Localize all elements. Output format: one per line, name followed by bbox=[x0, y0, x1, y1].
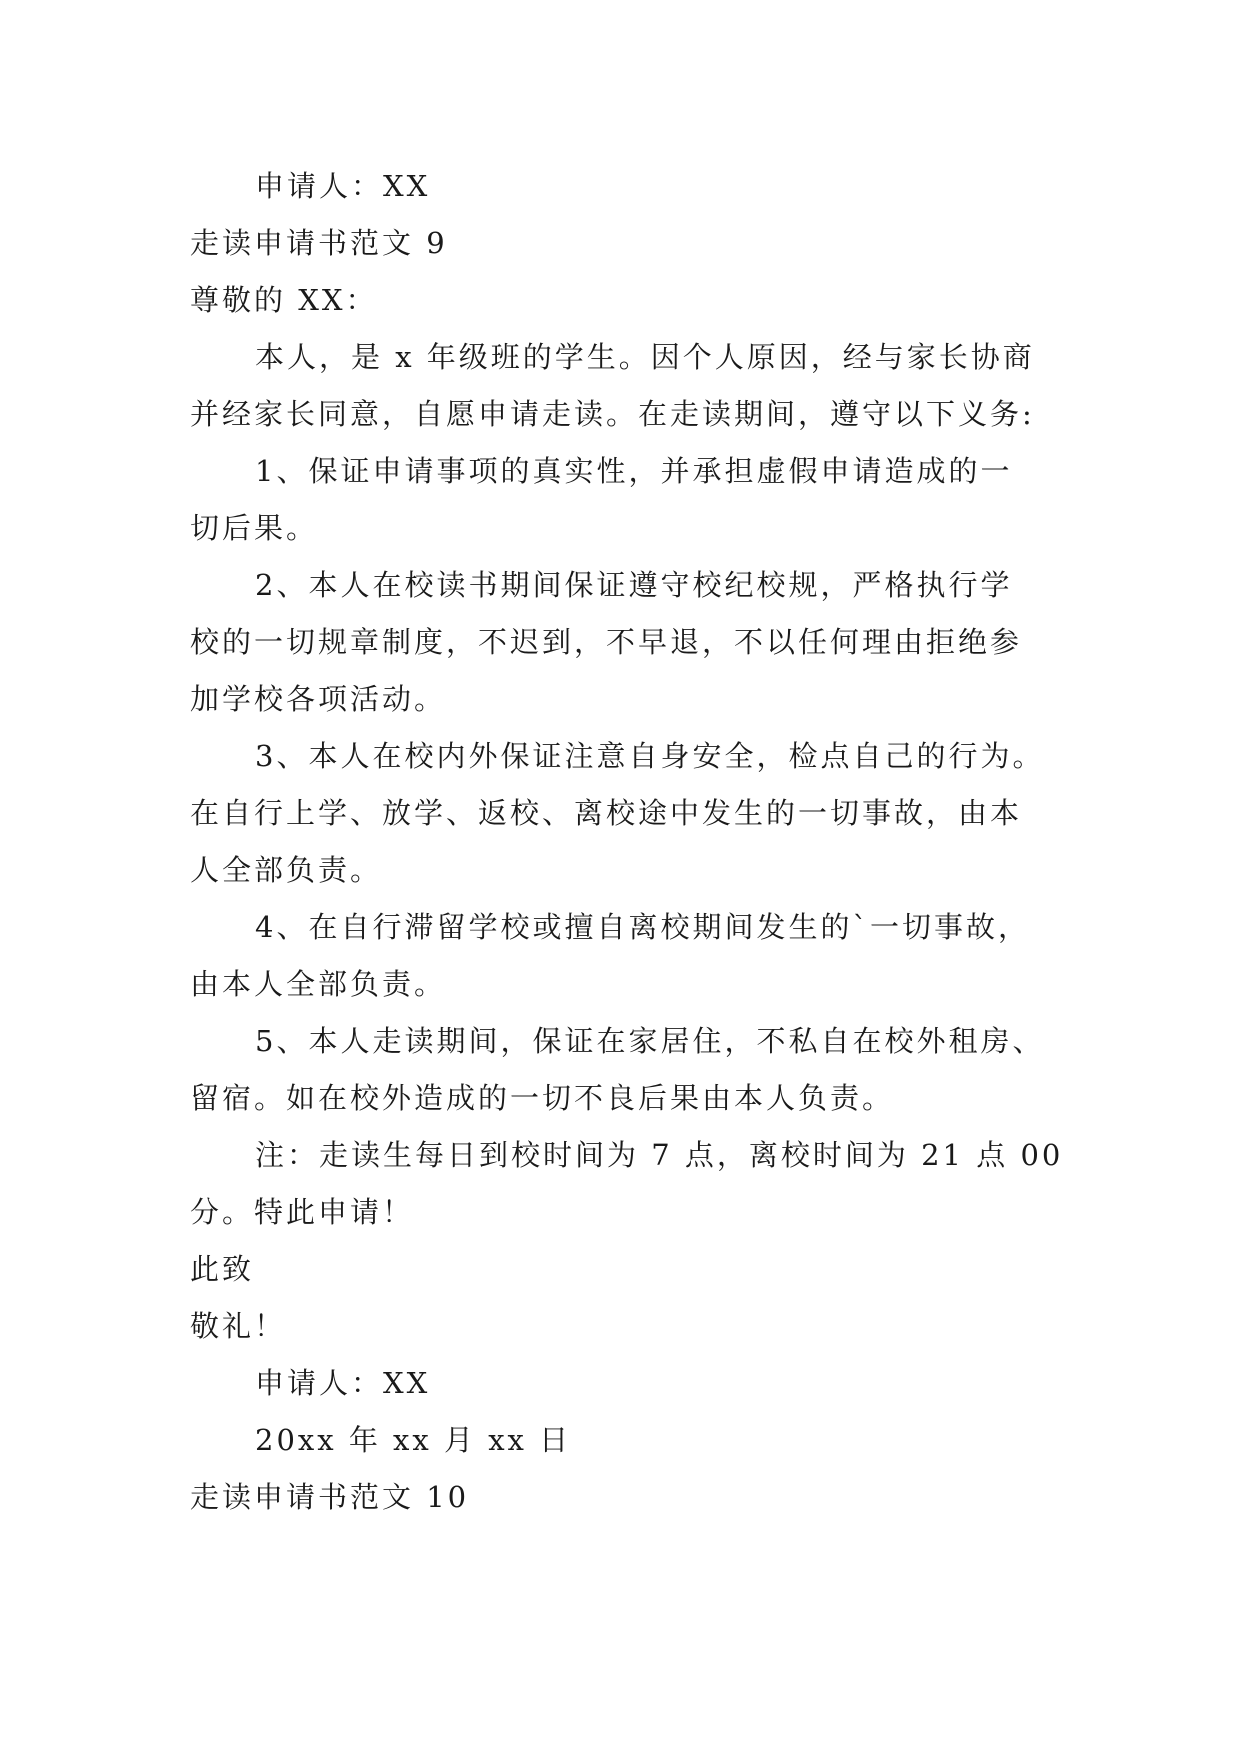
body-line: 4、在自行滞留学校或擅自离校期间发生的`一切事故， bbox=[255, 910, 1030, 944]
body-line: 切后果。 bbox=[190, 511, 319, 545]
body-line: 加学校各项活动。 bbox=[190, 682, 447, 716]
section-heading-9: 走读申请书范文 9 bbox=[190, 226, 448, 260]
body-line: 5、本人走读期间，保证在家居住，不私自在校外租房、 bbox=[255, 1024, 1045, 1058]
body-line: 人全部负责。 bbox=[190, 853, 383, 887]
closing-line: 敬礼！ bbox=[190, 1309, 287, 1343]
closing-line: 此致 bbox=[190, 1252, 255, 1286]
section-heading-10: 走读申请书范文 10 bbox=[190, 1480, 470, 1514]
body-line: 由本人全部负责。 bbox=[190, 967, 447, 1001]
date-line: 20xx 年 xx 月 xx 日 bbox=[255, 1423, 572, 1457]
applicant-signature-top: 申请人：XX bbox=[255, 169, 431, 203]
body-line: 校的一切规章制度，不迟到，不早退，不以任何理由拒绝参 bbox=[190, 625, 1023, 659]
body-line: 2、本人在校读书期间保证遵守校纪校规，严格执行学 bbox=[255, 568, 1013, 602]
body-line: 并经家长同意，自愿申请走读。在走读期间，遵守以下义务: bbox=[190, 397, 1035, 431]
applicant-signature: 申请人：XX bbox=[255, 1366, 431, 1400]
salutation: 尊敬的 XX： bbox=[190, 283, 378, 317]
note-line: 分。特此申请！ bbox=[190, 1195, 415, 1229]
body-line: 本人，是 x 年级班的学生。因个人原因，经与家长协商 bbox=[255, 340, 1035, 374]
note-line: 注：走读生每日到校时间为 7 点，离校时间为 21 点 00 bbox=[255, 1138, 1064, 1172]
body-line: 3、本人在校内外保证注意自身安全，检点自己的行为。 bbox=[255, 739, 1045, 773]
body-line: 在自行上学、放学、返校、离校途中发生的一切事故，由本 bbox=[190, 796, 1023, 830]
body-line: 1、保证申请事项的真实性，并承担虚假申请造成的一 bbox=[255, 454, 1013, 488]
body-line: 留宿。如在校外造成的一切不良后果由本人负责。 bbox=[190, 1081, 895, 1115]
